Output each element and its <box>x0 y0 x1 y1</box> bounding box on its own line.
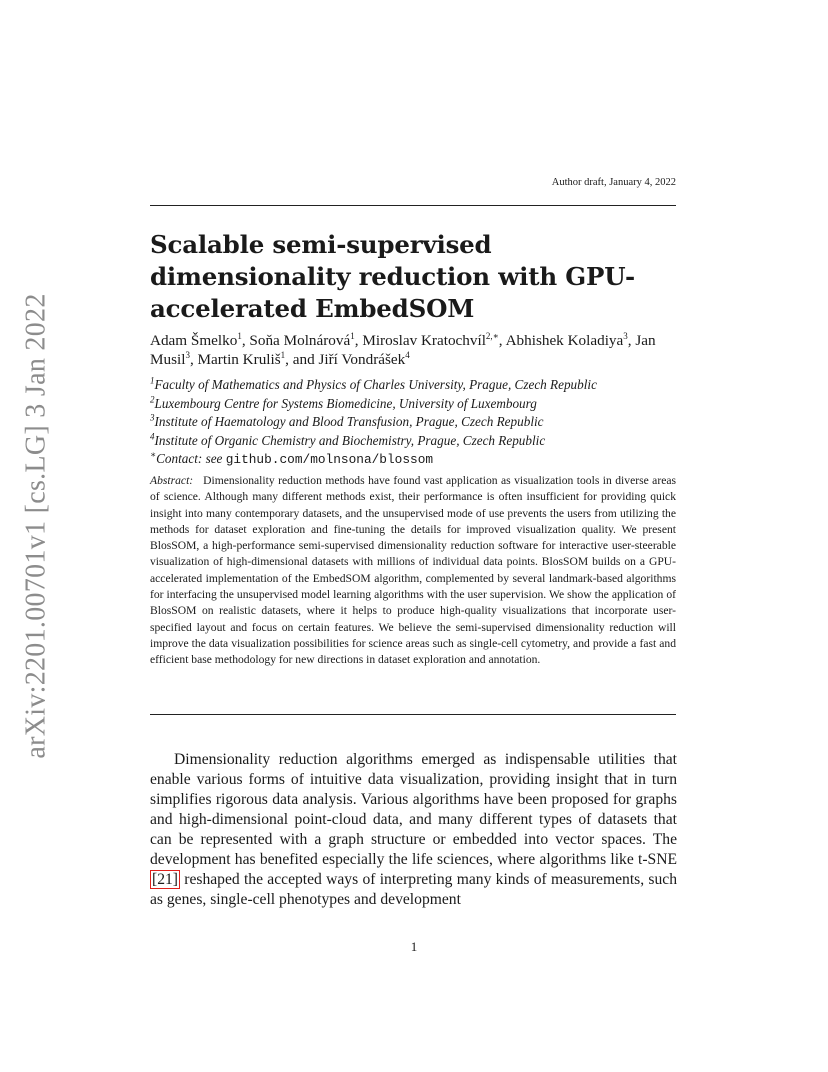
intro-text-continued: reshaped the accepted ways of interpreting many kinds of measurements, such as genes, single-cell phenotypes and development <box>150 871 677 908</box>
author-affiliation-mark: 1 <box>350 330 355 341</box>
author-name: Abhishek Koladiya <box>505 332 624 349</box>
paper-title: Scalable semi-supervised dimensionality reduction with GPU-accelerated EmbedSOM <box>150 230 635 323</box>
draft-note: Author draft, January 4, 2022 <box>551 177 676 188</box>
page-number: 1 <box>410 939 418 954</box>
affiliation-text: Institute of Haematology and Blood Transfusion, Prague, Czech Republic <box>154 414 544 430</box>
intro-paragraph <box>150 750 677 910</box>
contact-label: Contact: see <box>156 451 226 467</box>
arxiv-stamp <box>8 293 66 759</box>
header-rule <box>150 205 676 206</box>
author-separator: , <box>189 351 198 368</box>
author-affiliation-mark: 3 <box>623 330 628 341</box>
affiliation-text: Institute of Organic Chemistry and Biochemistry, Prague, Czech Republic <box>154 432 546 448</box>
author-name: Jan Musil <box>150 332 656 368</box>
arxiv-stamp-text: arXiv:2201.00701v1 [cs.LG] 3 Jan 2022 <box>21 293 53 759</box>
author-affiliation-mark: 2,∗ <box>485 330 499 341</box>
author-separator: , <box>627 332 636 349</box>
author-affiliation-mark: 1 <box>237 330 242 341</box>
author-name: Miroslav Kratochvíl <box>362 332 486 349</box>
contact-line <box>150 450 690 470</box>
author-affiliation-mark: 1 <box>280 349 286 360</box>
intro-text: Dimensionality reduction algorithms emerged as indispensable utilities that enable various forms of intuitive data visualization, providing insight that in turn simplifies rigorous data analysis. Various algorithms have been proposed for graphs and high-dimensional point-cloud data, and many different types of datasets that can be represented with a graph structure or embedded into vector spaces. The development has benefited especially the life sciences, where algorithms like t-SNE <box>150 751 677 868</box>
author-name: Adam Šmelko <box>150 332 238 349</box>
affiliation-item <box>150 413 690 432</box>
author-affiliation-mark: 4 <box>405 349 410 360</box>
affiliation-text: Luxembourg Centre for Systems Biomedicine, University of Luxembourg <box>154 395 537 411</box>
citation-link[interactable]: [21] <box>152 871 178 888</box>
abstract-text: Dimensionality reduction methods have found vast application as visualization tools in diverse areas of science. Although many different methods exist, their performance is often insufficient for providing quick insight into many contemporary datasets, and the unsupervised mode of use prevents the users from utilizing the methods for dataset exploration and fine-tuning the details for improved visualization quality. We present BlosSOM, a high-performance semi-supervised dimensionality reduction software for interactive user-steerable visualization of high-dimensional datasets with millions of individual data points. BlosSOM builds on a GPU-accelerated implementation of the EmbedSOM algorithm, complemented by several landmark-based algorithms for interfacing the unsupervised model learning algorithms with the user supervision. We show the application of BlosSOM on realistic datasets, where it helps to produce high-quality visualizations that incorporate user-specified layout and focus on certain features. We believe the semi-supervised dimensionality reduction will improve the data visualization possibilities for science areas such as single-cell cytometry, and provide a fast and efficient base methodology for new directions in dataset exploration and annotation. <box>150 474 676 667</box>
abstract-rule <box>150 714 676 715</box>
contact-mark: ∗ <box>150 449 157 460</box>
author-list <box>150 331 677 369</box>
contact-url[interactable]: github.com/molnsona/blossom <box>225 452 434 468</box>
affiliation-list <box>150 376 690 470</box>
author-name: Martin Kruliš <box>197 351 281 368</box>
author-name: Jiří Vondrášek <box>318 351 406 368</box>
author-separator: , <box>241 332 250 349</box>
affiliation-item <box>150 395 690 414</box>
author-separator: , <box>498 332 506 349</box>
author-separator: , <box>354 332 363 349</box>
affiliation-mark: 3 <box>150 412 155 423</box>
affiliation-mark: 2 <box>150 394 155 405</box>
author-affiliation-mark: 3 <box>185 349 190 360</box>
affiliation-item <box>150 376 690 395</box>
author-name: Soňa Molnárová <box>249 332 351 349</box>
affiliation-mark: 1 <box>150 375 155 386</box>
affiliation-text: Faculty of Mathematics and Physics of Charles University, Prague, Czech Republic <box>154 377 597 392</box>
abstract-label: Abstract: <box>150 474 194 487</box>
affiliation-mark: 4 <box>150 431 155 442</box>
author-separator: , and <box>285 351 319 368</box>
abstract <box>150 473 676 669</box>
affiliation-item <box>150 432 690 451</box>
